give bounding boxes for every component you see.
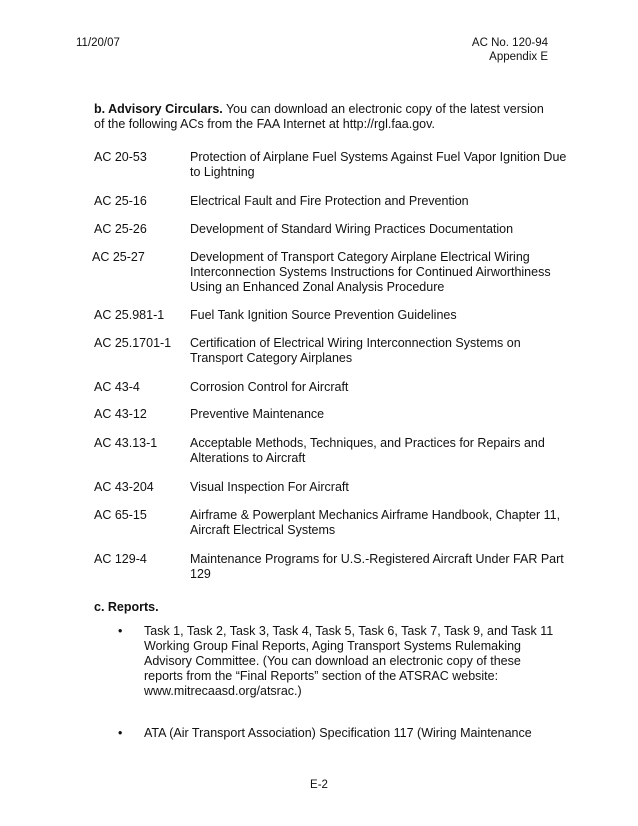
ac-number: AC 43-4 [94,380,140,394]
ac-title: Visual Inspection For Aircraft [190,480,349,494]
ac-number: AC 25.1701-1 [94,336,172,350]
ac-title: Preventive Maintenance [190,407,325,421]
bullet-icon: • [118,624,123,638]
ac-title: Corrosion Control for Aircraft [190,380,349,394]
section-reports [94,600,564,615]
ac-number: AC 43.13-1 [94,436,158,450]
ac-number: AC 65-15 [94,508,147,522]
report-text: Task 1, Task 2, Task 3, Task 4, Task 5, Task 6, Task 7, Task 9, and Task 11 Working Group Final Reports, Aging Transport Systems Rulemaking Advisory Committee. (You can download an electronic copy of these reports from the “Final Reports” section of the ATSRAC website: www.mitrecaasd.org/atsrac.) [144,624,554,698]
section-b-intro-line2: of the following ACs from the FAA Internet at http://rgl.faa.gov. [94,117,435,131]
ac-number: AC 25-16 [94,194,147,208]
ac-number: AC 25-26 [94,222,147,236]
ac-number: AC 25.981-1 [94,308,165,322]
header-ac-number: AC No. 120-94 [471,37,548,49]
ac-title: Acceptable Methods, Techniques, and Practices for Repairs and Alterations to Aircraft [190,436,545,465]
ac-title: Electrical Fault and Fire Protection and Prevention [190,194,469,208]
ac-title: Development of Transport Category Airplane Electrical Wiring Interconnection Systems Instructions for Continued Airworthiness Using an Enhanced Zonal Analysis Procedure [190,250,551,294]
ac-title: Development of Standard Wiring Practices Documentation [190,222,514,236]
section-advisory-circulars-intro [94,102,564,132]
ac-number: AC 129-4 [94,552,147,566]
header-document-id [440,36,548,64]
header-date: 11/20/07 [76,37,120,49]
ac-number: AC 43-204 [94,480,154,494]
page-number: E-2 [310,779,328,791]
section-c-title: c. Reports. [94,600,159,614]
ac-number: AC 43-12 [94,407,147,421]
ac-title: Protection of Airplane Fuel Systems Against Fuel Vapor Ignition Due to Lightning [190,150,567,179]
ac-title: Airframe & Powerplant Mechanics Airframe Handbook, Chapter 11, Aircraft Electrical Systems [190,508,561,537]
section-b-line1 [94,102,564,117]
section-b-intro-line1: You can download an electronic copy of the latest version [222,102,544,116]
header-appendix: Appendix E [489,51,548,63]
ac-title: Certification of Electrical Wiring Interconnection Systems on Transport Category Airplanes [190,336,521,365]
ac-number: AC 25-27 [92,250,145,264]
section-b-title: b. Advisory Circulars. [94,102,223,116]
ac-title: Maintenance Programs for U.S.-Registered Aircraft Under FAR Part 129 [190,552,564,581]
ac-number: AC 20-53 [94,150,147,164]
bullet-icon: • [118,726,123,740]
report-text: ATA (Air Transport Association) Specification 117 (Wiring Maintenance [144,726,532,740]
ac-title: Fuel Tank Ignition Source Prevention Guidelines [190,308,457,322]
